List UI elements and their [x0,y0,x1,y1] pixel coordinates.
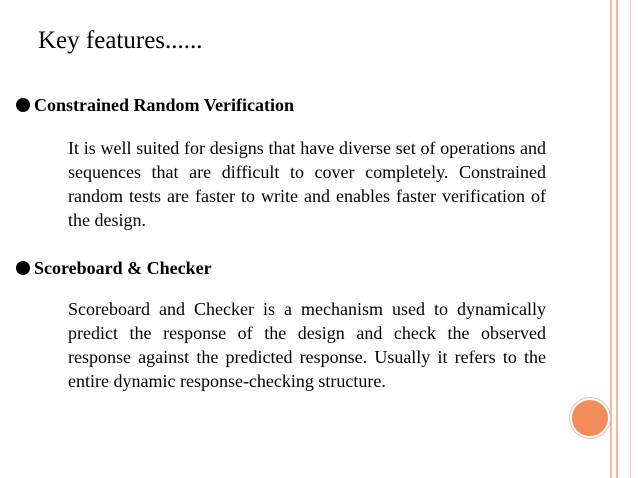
frame-line-left [610,0,612,478]
frame-line-right [630,0,631,478]
bullet-heading-text: Scoreboard & Checker [34,258,212,278]
bullet-dot-icon [16,98,30,112]
paragraph-scoreboard: Scoreboard and Checker is a mechanism used to dynamically predict the response of the design and check the observed response against the predicted response. Usually it refers to the entire dynamic response-checking structure. [68,299,546,391]
bullet-heading-scoreboard [16,257,212,279]
frame-line-middle [616,0,618,478]
slide-title: Key features...... [38,27,203,54]
bullet-heading-constrained-random [16,94,294,116]
bullet-heading-text: Constrained Random Verification [34,95,295,115]
paragraph-constrained-random: It is well suited for designs that have diverse set of operations and sequences that are difficult to cover completely. Constrained random tests are faster to write and enables faster verification of the design. [68,138,546,230]
accent-circle-icon [570,398,610,438]
bullet-dot-icon [16,261,30,275]
